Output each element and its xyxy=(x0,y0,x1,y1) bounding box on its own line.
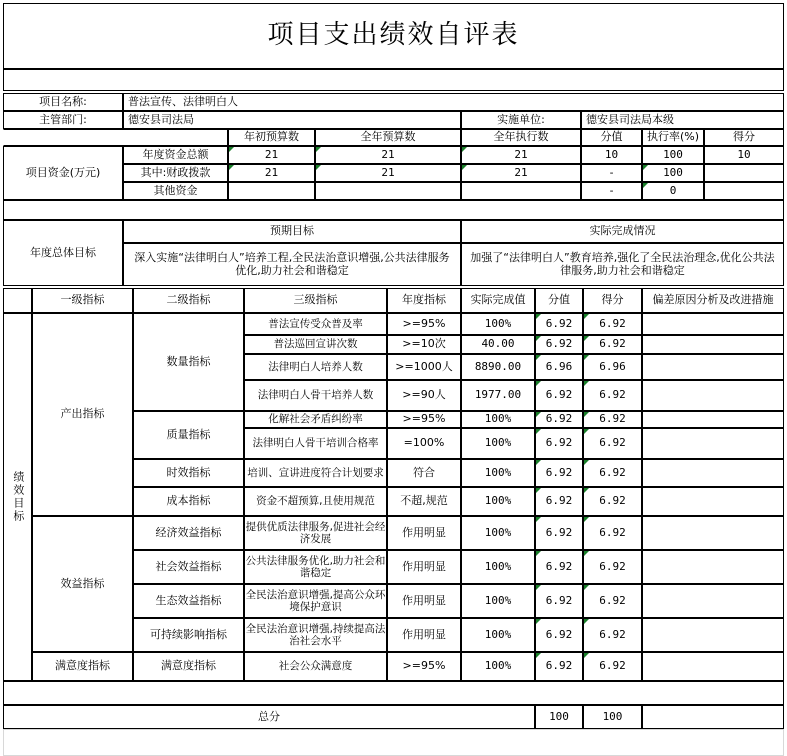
indicator-actual: 100% xyxy=(461,584,535,618)
ind-header-score: 得分 xyxy=(583,288,642,313)
indicator-value: 6.92 xyxy=(535,428,583,459)
indicator-value: 6.92 xyxy=(535,335,583,354)
funds-row-label: 其中:财政拨款 xyxy=(123,164,228,182)
ind-header-value: 分值 xyxy=(535,288,583,313)
indicator-score: 6.92 xyxy=(583,618,642,652)
impl-label: 实施单位: xyxy=(461,111,581,129)
indicator-target: >=10次 xyxy=(387,335,461,354)
level2-social: 社会效益指标 xyxy=(133,550,244,584)
funds-header-rate: 执行率(%) xyxy=(642,129,704,146)
indicator-value: 6.92 xyxy=(535,380,583,411)
indicator-score: 6.96 xyxy=(583,354,642,380)
indicator-value: 6.92 xyxy=(535,618,583,652)
indicator-name: 公共法律服务优化,助力社会和谐稳定 xyxy=(244,550,387,584)
indicator-name: 全民法治意识增强,持续提高法治社会水平 xyxy=(244,618,387,652)
level2-quantity: 数量指标 xyxy=(133,313,244,411)
project-name-value: 普法宣传、法律明白人 xyxy=(123,93,784,111)
indicator-target: 作用明显 xyxy=(387,550,461,584)
indicator-actual: 100% xyxy=(461,428,535,459)
indicator-value: 6.92 xyxy=(535,487,583,516)
indicator-score: 6.92 xyxy=(583,584,642,618)
impl-value: 德安县司法局本级 xyxy=(581,111,784,129)
total-label: 总分 xyxy=(3,705,535,729)
indicator-name: 社会公众满意度 xyxy=(244,652,387,681)
empty-grid-row xyxy=(3,729,784,756)
indicator-name: 提供优质法律服务,促进社会经济发展 xyxy=(244,516,387,550)
indicator-target: 作用明显 xyxy=(387,584,461,618)
indicator-name: 法律明白人培养人数 xyxy=(244,354,387,380)
ind-header-level3: 三级指标 xyxy=(244,288,387,313)
funds-cell: 100 xyxy=(642,164,704,182)
indicator-actual: 8890.00 xyxy=(461,354,535,380)
indicator-target: >=95% xyxy=(387,411,461,428)
funds-cell xyxy=(228,182,315,200)
funds-header-executed: 全年执行数 xyxy=(461,129,581,146)
indicator-actual: 100% xyxy=(461,487,535,516)
perf-section-label: 绩效目标 xyxy=(3,313,32,681)
indicator-score: 6.92 xyxy=(583,487,642,516)
spacer-row xyxy=(3,681,784,705)
funds-cell: 10 xyxy=(704,146,784,164)
annual-goal-label: 年度总体目标 xyxy=(3,220,123,286)
page-title: 项目支出绩效自评表 xyxy=(3,3,784,69)
indicator-name: 培训、宣讲进度符合计划要求 xyxy=(244,459,387,487)
funds-cell: - xyxy=(581,164,642,182)
indicator-name: 普法巡回宣讲次数 xyxy=(244,335,387,354)
indicator-deviation xyxy=(642,313,784,335)
indicator-deviation xyxy=(642,487,784,516)
ind-header-level2: 二级指标 xyxy=(133,288,244,313)
funds-header-blank xyxy=(3,129,228,146)
indicator-score: 6.92 xyxy=(583,335,642,354)
funds-cell: 21 xyxy=(315,146,461,164)
indicator-value: 6.92 xyxy=(535,459,583,487)
indicator-target: >=95% xyxy=(387,652,461,681)
indicator-name: 法律明白人骨干培养人数 xyxy=(244,380,387,411)
indicator-deviation xyxy=(642,618,784,652)
funds-header-score: 得分 xyxy=(704,129,784,146)
indicator-deviation xyxy=(642,411,784,428)
funds-cell xyxy=(461,182,581,200)
project-name-label: 项目名称: xyxy=(3,93,123,111)
ind-header-deviation: 偏差原因分析及改进措施 xyxy=(642,288,784,313)
indicator-name: 普法宣传受众普及率 xyxy=(244,313,387,335)
indicator-value: 6.92 xyxy=(535,411,583,428)
funds-header-score-value: 分值 xyxy=(581,129,642,146)
funds-cell: 21 xyxy=(461,146,581,164)
indicator-value: 6.92 xyxy=(535,584,583,618)
total-deviation xyxy=(642,705,784,729)
indicator-target: =100% xyxy=(387,428,461,459)
indicator-actual: 100% xyxy=(461,618,535,652)
ind-header-actual: 实际完成值 xyxy=(461,288,535,313)
indicator-target: 符合 xyxy=(387,459,461,487)
level2-quality: 质量指标 xyxy=(133,411,244,459)
indicator-value: 6.92 xyxy=(535,313,583,335)
funds-cell xyxy=(704,182,784,200)
funds-cell: 21 xyxy=(315,164,461,182)
actual-goal-header: 实际完成情况 xyxy=(461,220,784,243)
indicator-target: >=95% xyxy=(387,313,461,335)
indicator-deviation xyxy=(642,354,784,380)
indicator-value: 6.96 xyxy=(535,354,583,380)
indicator-score: 6.92 xyxy=(583,411,642,428)
indicator-actual: 100% xyxy=(461,459,535,487)
indicator-actual: 40.00 xyxy=(461,335,535,354)
funds-row-label: 其他资金 xyxy=(123,182,228,200)
funds-cell: 10 xyxy=(581,146,642,164)
total-value: 100 xyxy=(535,705,583,729)
dept-label: 主管部门: xyxy=(3,111,123,129)
actual-goal-text: 加强了“法律明白人”教育培养,强化了全民法治理念,优化公共法律服务,助力社会和谐稳定 xyxy=(461,243,784,286)
indicator-name: 全民法治意识增强,提高公众环境保护意识 xyxy=(244,584,387,618)
indicator-deviation xyxy=(642,380,784,411)
indicator-actual: 100% xyxy=(461,550,535,584)
ind-header-target: 年度指标 xyxy=(387,288,461,313)
indicator-score: 6.92 xyxy=(583,313,642,335)
indicator-target: 作用明显 xyxy=(387,618,461,652)
funds-cell: 21 xyxy=(228,146,315,164)
indicator-deviation xyxy=(642,459,784,487)
level2-sustainable: 可持续影响指标 xyxy=(133,618,244,652)
indicator-actual: 100% xyxy=(461,516,535,550)
indicator-name: 法律明白人骨干培训合格率 xyxy=(244,428,387,459)
level1-benefit: 效益指标 xyxy=(32,516,133,652)
indicator-score: 6.92 xyxy=(583,550,642,584)
indicator-value: 6.92 xyxy=(535,550,583,584)
indicator-deviation xyxy=(642,550,784,584)
indicator-deviation xyxy=(642,652,784,681)
indicator-target: >=90人 xyxy=(387,380,461,411)
funds-cell: 0 xyxy=(642,182,704,200)
indicator-target: 不超,规范 xyxy=(387,487,461,516)
indicator-target: 作用明显 xyxy=(387,516,461,550)
indicator-actual: 100% xyxy=(461,652,535,681)
indicator-score: 6.92 xyxy=(583,652,642,681)
indicator-actual: 100% xyxy=(461,313,535,335)
indicator-actual: 1977.00 xyxy=(461,380,535,411)
funds-cell xyxy=(704,164,784,182)
indicator-score: 6.92 xyxy=(583,516,642,550)
indicator-name: 化解社会矛盾纠纷率 xyxy=(244,411,387,428)
indicator-deviation xyxy=(642,516,784,550)
indicator-deviation xyxy=(642,335,784,354)
funds-cell: 21 xyxy=(228,164,315,182)
indicator-deviation xyxy=(642,428,784,459)
spacer-row xyxy=(3,200,784,220)
dept-value: 德安县司法局 xyxy=(123,111,461,129)
level2-economic: 经济效益指标 xyxy=(133,516,244,550)
indicator-actual: 100% xyxy=(461,411,535,428)
ind-header-level1: 一级指标 xyxy=(32,288,133,313)
funds-cell: 100 xyxy=(642,146,704,164)
expected-goal-header: 预期目标 xyxy=(123,220,461,243)
level1-output: 产出指标 xyxy=(32,313,133,516)
funds-cell: - xyxy=(581,182,642,200)
indicator-score: 6.92 xyxy=(583,380,642,411)
indicator-value: 6.92 xyxy=(535,516,583,550)
funds-section-label: 项目资金(万元) xyxy=(3,146,123,200)
level2-ecological: 生态效益指标 xyxy=(133,584,244,618)
indicator-score: 6.92 xyxy=(583,428,642,459)
indicator-value: 6.92 xyxy=(535,652,583,681)
total-score: 100 xyxy=(583,705,642,729)
indicator-target: >=1000人 xyxy=(387,354,461,380)
level2-cost: 成本指标 xyxy=(133,487,244,516)
level1-satisfaction: 满意度指标 xyxy=(32,652,133,681)
indicator-deviation xyxy=(642,584,784,618)
level2-satisfaction: 满意度指标 xyxy=(133,652,244,681)
funds-cell: 21 xyxy=(461,164,581,182)
funds-header-annual: 全年预算数 xyxy=(315,129,461,146)
indicator-score: 6.92 xyxy=(583,459,642,487)
indicator-name: 资金不超预算,且使用规范 xyxy=(244,487,387,516)
funds-row-label: 年度资金总额 xyxy=(123,146,228,164)
expected-goal-text: 深入实施“法律明白人”培养工程,全民法治意识增强,公共法律服务优化,助力社会和谐稳定 xyxy=(123,243,461,286)
funds-header-initial: 年初预算数 xyxy=(228,129,315,146)
level2-timeliness: 时效指标 xyxy=(133,459,244,487)
perf-header-blank xyxy=(3,288,32,313)
funds-cell xyxy=(315,182,461,200)
spacer-row xyxy=(3,69,784,91)
